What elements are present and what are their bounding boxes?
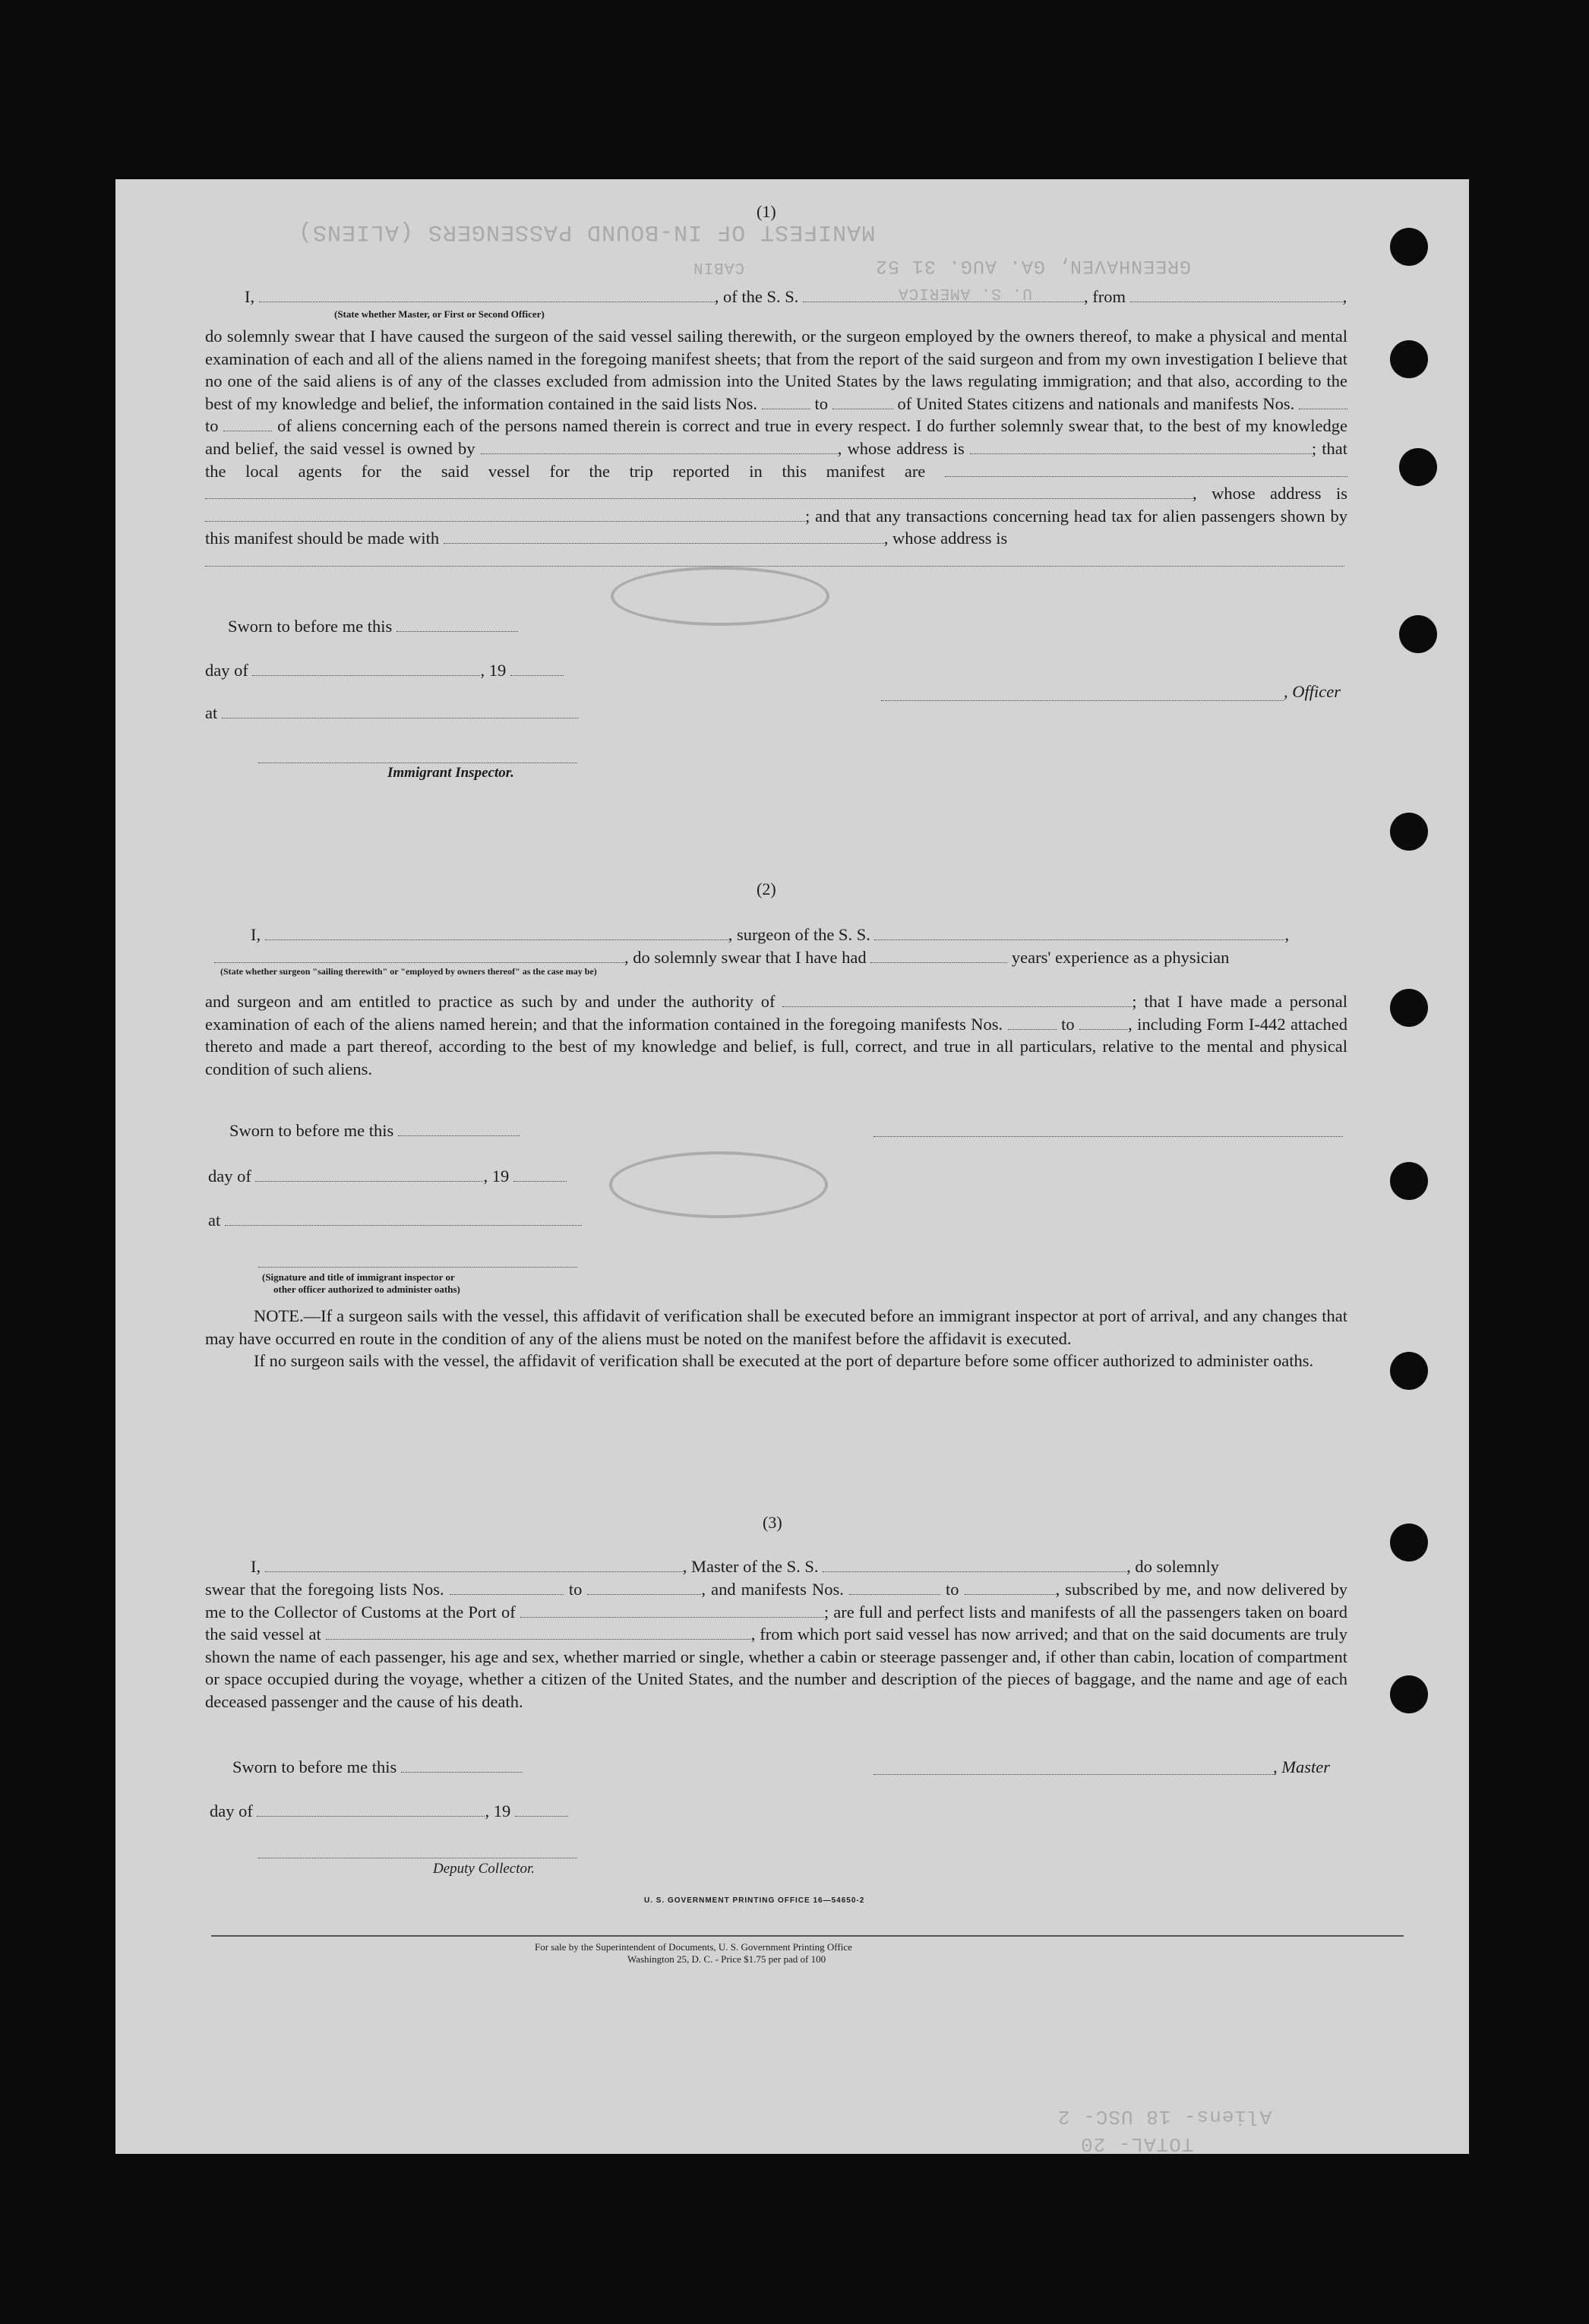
bleed-through-header: MANIFEST OF IN-BOUND PASSENGERS (ALIENS)	[298, 219, 876, 245]
officer-caption: (State whether Master, or First or Second Officer)	[334, 308, 545, 320]
section-1-body: do solemnly swear that I have caused the surgeon of the said vessel sailing therewith, or the surgeon employed by the owners thereof, to make a physical and mental examination of each and all of the aliens named in the foregoing manifest sheets; that from the report of the said surgeon and from my own investigation I believe that no one of the said aliens is of any of the classes excluded from admission into the United States by the laws regulating immigration; and that also, according to the best of my knowledge and belief, the information contained in the said lists Nos. to of United States citizens and nationals and manifests Nos. to of aliens concerning each of the persons named therein is correct and true in every respect. I do further solemnly swear that, to the best of my knowledge and belief, the said vessel is owned by , whose address is ; that the local agents for the said vessel for the trip reported in this manifest are , whose address is ; and that any transactions concerning head tax for alien passengers shown by this manifest should be made with , whose address is	[205, 325, 1347, 573]
footer-rule	[211, 1935, 1404, 1937]
sale-notice-1: For sale by the Superintendent of Documents, U. S. Government Printing Office	[535, 1941, 852, 1953]
note-paragraph-2: If no surgeon sails with the vessel, the affidavit of verification shall be executed at the port of departure before some officer authorized to administer oaths.	[254, 1351, 1314, 1371]
oath-officer-caption-1: (Signature and title of immigrant inspector or	[262, 1271, 455, 1283]
section-3-master-line: I, , Master of the S. S. , do solemnly	[251, 1557, 1219, 1576]
inspector-label: Immigrant Inspector.	[387, 765, 514, 781]
punch-hole	[1390, 989, 1428, 1027]
section-1-officer-line: I, , of the S. S. , from ,	[245, 287, 1347, 306]
punch-hole	[1390, 340, 1428, 378]
gpo-imprint: U. S. GOVERNMENT PRINTING OFFICE 16—54650-2	[644, 1896, 865, 1905]
master-signature-line	[873, 1774, 1276, 1775]
officer-label: , Officer	[1284, 682, 1341, 701]
section-1-day-of: day of , 19	[205, 661, 564, 680]
surgeon-signature-line	[873, 1136, 1343, 1137]
section-2-swear-line: , do solemnly swear that I have had years' experience as a physician	[214, 948, 1229, 968]
bleed-through-stamp	[609, 1151, 828, 1218]
bleed-through-america: U. S. AMERICA	[898, 284, 1032, 302]
section-3-number: (3)	[763, 1513, 782, 1532]
oath-officer-caption-2: other officer authorized to administer oaths)	[273, 1284, 460, 1295]
punch-hole	[1390, 1524, 1428, 1561]
punch-hole	[1390, 228, 1428, 266]
bleed-through-stamp	[611, 567, 829, 626]
section-2-sworn: Sworn to before me this	[229, 1121, 520, 1141]
note-paragraph-1: NOTE.—If a surgeon sails with the vessel, this affidavit of verification shall be executed before an immigrant inspector at port of arrival, and any changes that may have occurred en route in the condition of any of the aliens must be noted on the manifest before the affidavit is executed.	[205, 1306, 1347, 1348]
bleed-through-aliens: Aliens- 18 USC- 2	[1057, 2105, 1272, 2128]
surgeon-note	[205, 1305, 1347, 1372]
officer-signature-line	[881, 700, 1284, 701]
section-3-sworn: Sworn to before me this	[232, 1757, 523, 1777]
oath-officer-signature-line	[258, 1267, 577, 1268]
section-3-body: swear that the foregoing lists Nos. to , and manifests Nos. to , subscribed by me, and now delivered by me to the Collector of Customs at the Port of ; are full and perfect lists and manifests of all the passengers taken on board the said vessel at , from which port said vessel has now arrived; and that on the said documents are truly shown the name of each passenger, his age and sex, whether married or single, whether a cabin or steerage passenger and, if other than cabin, location of compartment or space occupied during the voyage, whether a citizen of the United States, and the number and description of the pieces of baggage, and the name and age of each deceased passenger and the cause of his death.	[205, 1580, 1348, 1711]
section-1-at: at	[205, 703, 579, 723]
section-3-day-of: day of , 19	[210, 1801, 568, 1821]
section-1-sworn: Sworn to before me this	[228, 617, 518, 636]
bleed-through-total: TOTAL- 20	[1080, 2133, 1194, 2155]
punch-hole	[1390, 1675, 1428, 1713]
section-1-number: (1)	[757, 202, 776, 221]
bleed-through-vessel: GREENHAVEN, GA. AUG. 31 52	[875, 255, 1192, 277]
punch-hole	[1399, 615, 1437, 653]
punch-hole	[1390, 1162, 1428, 1200]
bleed-through-cabin: CABIN	[693, 258, 745, 276]
deputy-collector-label: Deputy Collector.	[433, 1861, 535, 1877]
section-2-at: at	[208, 1211, 582, 1230]
section-2-day-of: day of , 19	[208, 1167, 567, 1186]
section-2-number: (2)	[757, 879, 776, 898]
punch-hole	[1390, 1352, 1428, 1390]
sale-notice-2: Washington 25, D. C. - Price $1.75 per pad of 100	[627, 1953, 826, 1965]
section-2-surgeon-line: I, , surgeon of the S. S. ,	[251, 925, 1290, 944]
punch-hole	[1399, 448, 1437, 486]
punch-hole	[1390, 813, 1428, 851]
master-label: , Master	[1273, 1757, 1330, 1776]
section-2-body: and surgeon and am entitled to practice as such by and under the authority of ; that I have made a personal examination of each of the aliens named herein; and that the information contained in the foregoing manifests Nos. to , including Form I-442 attached thereto and made a part thereof, according to the best of my knowledge and belief, is full, correct, and true in all particulars, relative to the mental and physical condition of such aliens.	[205, 992, 1348, 1078]
surgeon-caption: (State whether surgeon "sailing therewith" or "employed by owners thereof" as the case may be)	[220, 966, 597, 977]
